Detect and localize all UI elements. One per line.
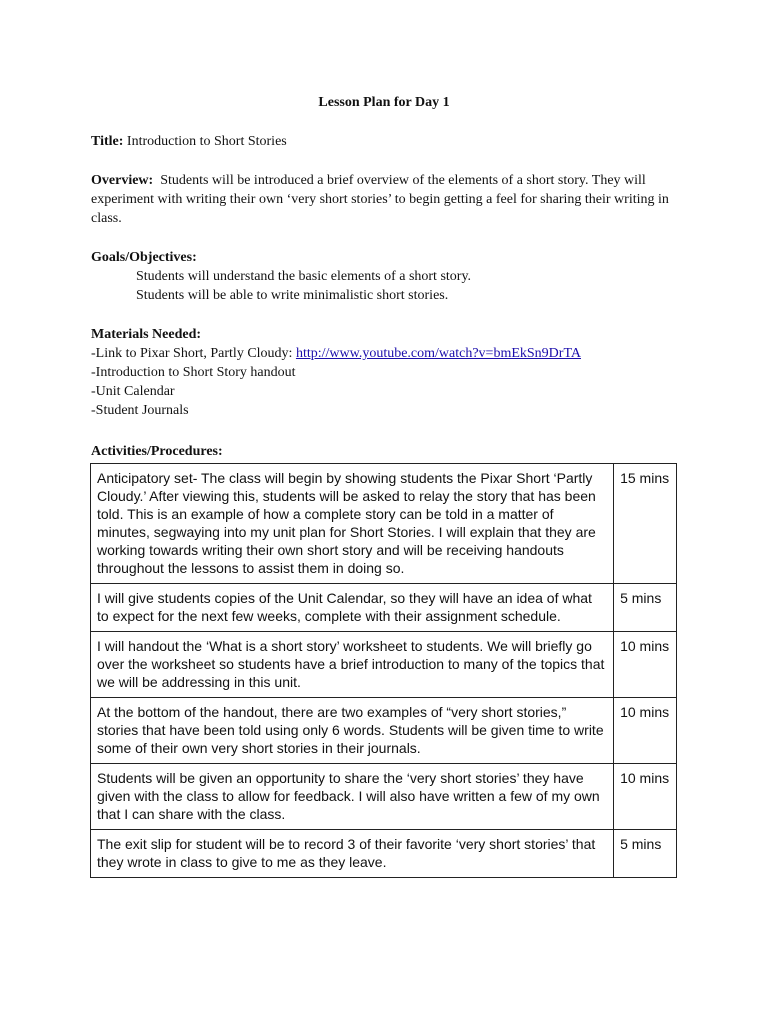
- activity-description: I will handout the ‘What is a short story’ worksheet to students. We will briefly go over the worksheet so students have a brief introduction to many of the topics that we will be addressing in this unit.: [91, 632, 614, 698]
- activity-description: Students will be given an opportunity to share the ‘very short stories’ they have given with the class to allow for feedback. I will also have written a few of my own that I can share with the class.: [91, 764, 614, 830]
- pixar-short-link[interactable]: http://www.youtube.com/watch?v=bmEkSn9DrTA: [295, 346, 581, 361]
- activity-description: Anticipatory set- The class will begin by showing students the Pixar Short ‘Partly Cloudy.’ After viewing this, students will be asked to relay the story that has been told. This is an example of how a complete story can be told in a matter of minutes, segwaying into my unit plan for Short Stories. I will explain that they are working towards writing their own short story and will be receiving handouts throughout the lessons to assist them in doing so.: [91, 464, 614, 584]
- document-heading: Lesson Plan for Day 1: [318, 95, 450, 110]
- table-row: [91, 830, 677, 878]
- material-item: -Student Journals: [91, 403, 189, 418]
- activity-time: 10 mins: [614, 764, 677, 830]
- table-row: [91, 632, 677, 698]
- activity-description: At the bottom of the handout, there are two examples of “very short stories,” stories that have been told using only 6 words. Students will be given time to write some of their own very short stories in their journals.: [91, 698, 614, 764]
- materials-label: Materials Needed:: [91, 327, 202, 342]
- overview-section: [91, 171, 681, 228]
- overview-text: Students will be introduced a brief overview of the elements of a short story. They will experiment with writing their own ‘very short stories’ to begin getting a feel for sharing their writing in class.: [91, 173, 669, 226]
- material-item: -Unit Calendar: [91, 384, 175, 399]
- activity-description: I will give students copies of the Unit Calendar, so they will have an idea of what to expect for the next few weeks, complete with their assignment schedule.: [91, 584, 614, 632]
- material-item: [91, 344, 681, 363]
- activity-description: The exit slip for student will be to record 3 of their favorite ‘very short stories’ that they wrote in class to give to me as they leave.: [91, 830, 614, 878]
- table-row: [91, 698, 677, 764]
- activities-label: Activities/Procedures:: [91, 444, 223, 459]
- material-item-text: -Link to Pixar Short, Partly Cloudy:: [91, 346, 296, 361]
- overview-label: Overview:: [91, 173, 154, 188]
- table-row: [91, 464, 677, 584]
- table-row: [91, 584, 677, 632]
- materials-section: [91, 325, 681, 420]
- material-item: -Introduction to Short Story handout: [91, 365, 296, 380]
- title-label: Title:: [91, 134, 124, 149]
- goals-section: [91, 248, 681, 305]
- goal-item: Students will be able to write minimalistic short stories.: [136, 288, 449, 303]
- title-line: [91, 132, 681, 151]
- table-row: [91, 764, 677, 830]
- activity-time: 10 mins: [614, 698, 677, 764]
- activities-table: [90, 463, 677, 878]
- goal-item: Students will understand the basic elements of a short story.: [136, 269, 472, 284]
- title-value: Introduction to Short Stories: [126, 134, 287, 149]
- activities-section: [91, 442, 681, 461]
- activity-time: 15 mins: [614, 464, 677, 584]
- activity-time: 5 mins: [614, 584, 677, 632]
- activity-time: 10 mins: [614, 632, 677, 698]
- goals-label: Goals/Objectives:: [91, 250, 197, 265]
- activity-time: 5 mins: [614, 830, 677, 878]
